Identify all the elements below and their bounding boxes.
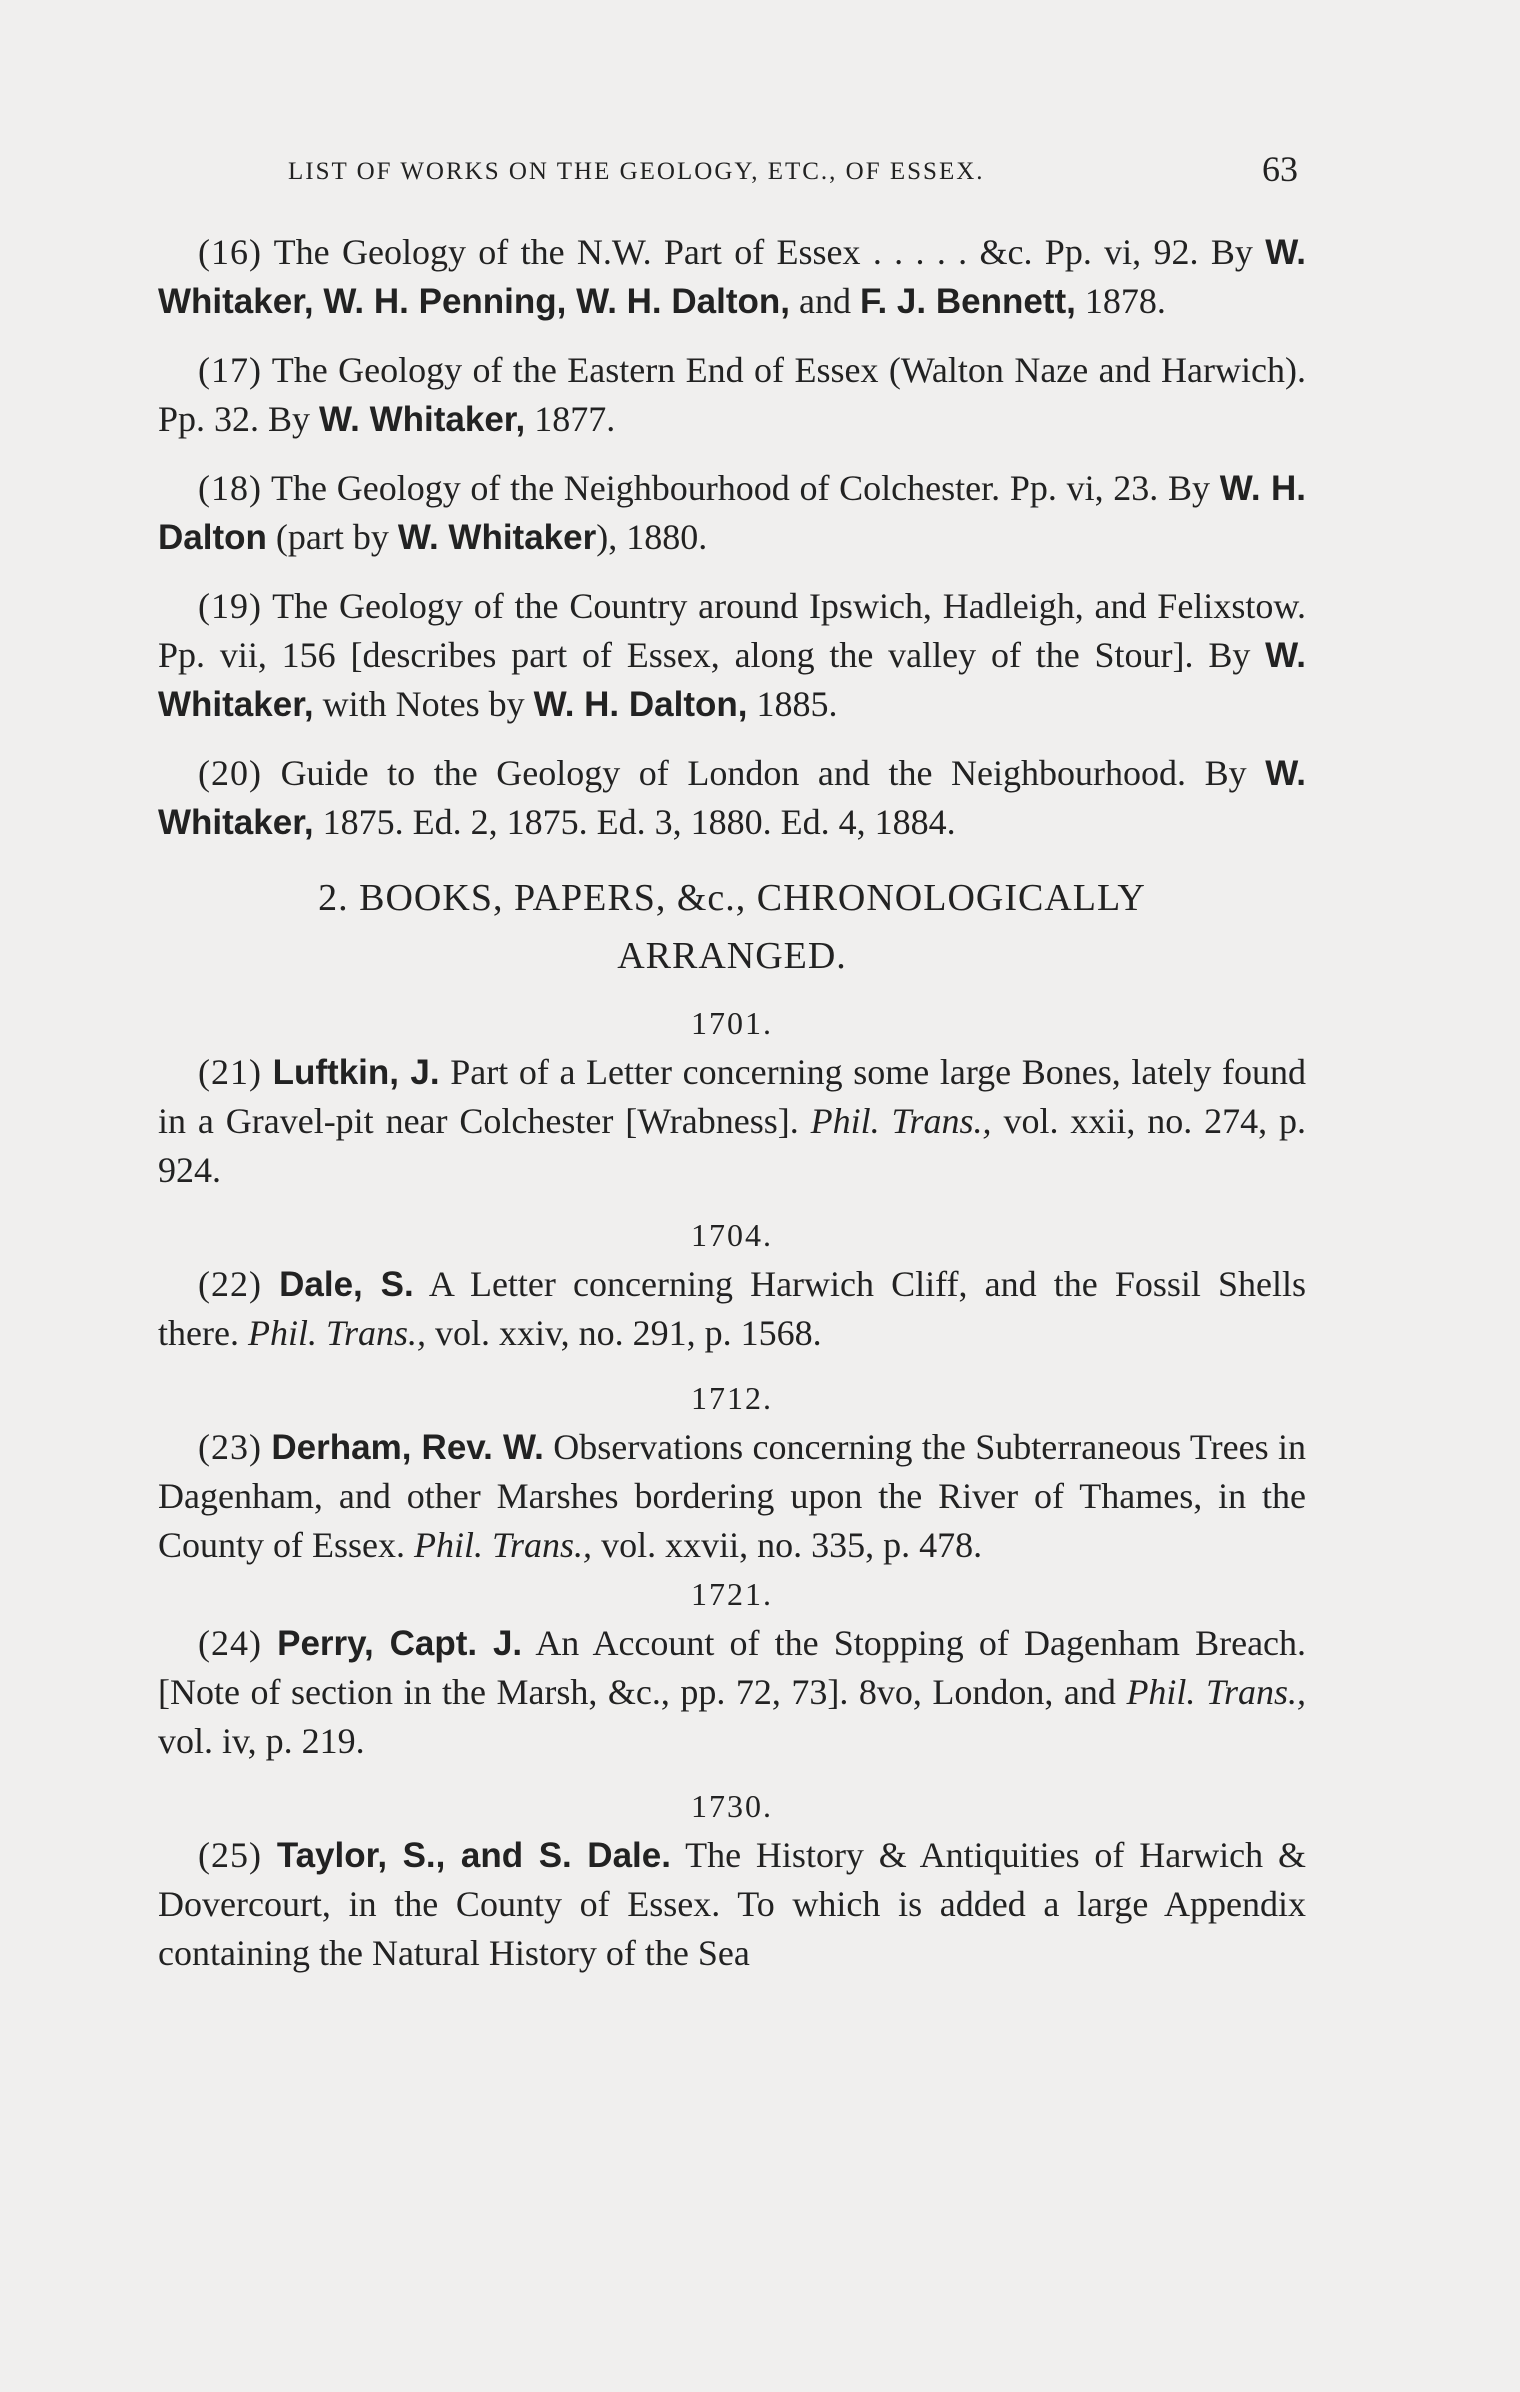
entry-21: (21) Luftkin, J. Part of a Letter concerning some large Bones, lately found in a Gravel-pit near Colchester [Wrabness]. Phil. Trans., vol. xxii, no. 274, p. 924. <box>158 1052 1307 1190</box>
section-heading: 2. BOOKS, PAPERS, &c., CHRONOLOGICALLY ARRANGED. <box>318 877 1146 977</box>
year-heading: 1704. <box>691 1217 773 1253</box>
entry-25: (25) Taylor, S., and S. Dale. The History & Antiquities of Harwich & Dovercourt, in the County of Essex. To which is added a large Appendix containing the Natural History of the Sea <box>158 1835 1306 1973</box>
page-number: 63 <box>1262 149 1298 189</box>
entry-22: (22) Dale, S. A Letter concerning Harwich Cliff, and the Fossil Shells there. Phil. Trans., vol. xxiv, no. 291, p. 1568. <box>158 1264 1306 1353</box>
year-heading: 1730. <box>691 1788 773 1824</box>
running-title: LIST OF WORKS ON THE GEOLOGY, ETC., OF ESSEX. <box>288 158 985 185</box>
body-text <box>158 228 1306 1978</box>
entry-20: (20) Guide to the Geology of London and the Neighbourhood. By W. Whitaker, 1875. Ed. 2, 1875. Ed. 3, 1880. Ed. 4, 1884. <box>158 753 1307 842</box>
entry-18: (18) The Geology of the Neighbourhood of Colchester. Pp. vi, 23. By W. H. Dalton (part by W. Whitaker), 1880. <box>158 468 1306 557</box>
entry-23: (23) Derham, Rev. W. Observations concerning the Subterraneous Trees in Dagenham, and other Marshes bordering upon the River of Thames, in the County of Essex. Phil. Trans., vol. xxvii, no. 335, p. 478. <box>158 1427 1306 1565</box>
year-heading: 1712. <box>691 1380 773 1416</box>
entry-24: (24) Perry, Capt. J. An Account of the Stopping of Dagenham Breach. [Note of section in the Marsh, &c., pp. 72, 73]. 8vo, London, and Phil. Trans., vol. iv, p. 219. <box>158 1623 1307 1761</box>
entry-16: (16) The Geology of the N.W. Part of Essex . . . . . &c. Pp. vi, 92. By W. Whitaker, W. H. Penning, W. H. Dalton, and F. J. Bennett, 1878. <box>158 232 1307 321</box>
year-heading: 1701. <box>691 1005 773 1041</box>
entry-17: (17) The Geology of the Eastern End of Essex (Walton Naze and Harwich). Pp. 32. By W. Whitaker, 1877. <box>158 350 1306 439</box>
entry-19: (19) The Geology of the Country around Ipswich, Hadleigh, and Felixstow. Pp. vii, 156 [describes part of Essex, along the valley of the Stour]. By W. Whitaker, with Notes by W. H. Dalton, 1885. <box>158 586 1306 724</box>
year-heading: 1721. <box>691 1576 773 1612</box>
